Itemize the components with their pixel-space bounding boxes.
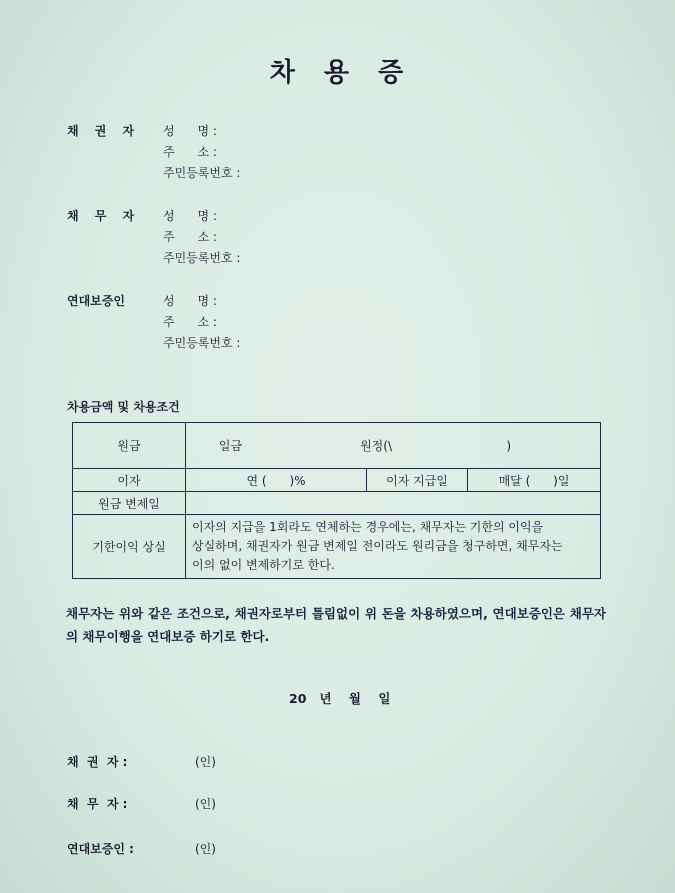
statement-paragraph: 채무자는 위와 같은 조건으로, 채권자로부터 틀림없이 위 돈을 차용하였으며, 연대보증인은 채무자의 채무이행을 연대보증 하기로 한다. — [66, 606, 606, 644]
principal-row — [73, 423, 601, 469]
debtor-address-label: 주 소 : — [163, 230, 217, 244]
signature-debtor-seal: (인) — [195, 797, 216, 811]
principal-cell — [186, 423, 601, 469]
acceleration-label: 기한이익 상실 — [73, 515, 186, 579]
principal-label: 원금 — [73, 423, 186, 469]
conditions-table — [72, 422, 601, 579]
guarantor-name-label: 성 명 : — [163, 294, 217, 308]
signature-debtor-role: 채 무 자 : — [67, 797, 128, 811]
creditor-address-label: 주 소 : — [163, 145, 217, 159]
acceleration-line-2: 상실하며, 채권자가 원금 변제일 전이라도 원리금을 청구하면, 채무자는 — [192, 539, 563, 553]
document-title: 차 용 증 — [269, 58, 414, 88]
conditions-heading: 차용금액 및 차용조건 — [67, 400, 180, 414]
acceleration-row — [73, 515, 601, 579]
creditor-name-label: 성 명 : — [163, 124, 217, 138]
debtor-rrn-label: 주민등록번호 : — [163, 251, 241, 265]
guarantor-address-label: 주 소 : — [163, 315, 217, 329]
interest-label: 이자 — [73, 469, 186, 492]
interest-rate: 연 ( )% — [186, 469, 367, 492]
creditor-rrn-label: 주민등록번호 : — [163, 166, 241, 180]
signature-creditor-seal: (인) — [195, 755, 216, 769]
principal-prefix: 일금 — [218, 439, 243, 453]
signature-guarantor-seal: (인) — [195, 842, 216, 856]
debtor-role: 채 무 자 — [67, 209, 141, 223]
guarantor-rrn-label: 주민등록번호 : — [163, 336, 241, 350]
date-line: 20 년 월 일 — [289, 691, 391, 706]
acceleration-line-3: 이의 없이 변제하기로 한다. — [192, 558, 335, 572]
principal-value: 원정(\ ) — [360, 439, 512, 453]
creditor-role: 채 권 자 — [67, 124, 141, 138]
repay-value — [186, 492, 601, 515]
interest-row — [73, 469, 601, 492]
guarantor-role: 연대보증인 — [67, 294, 125, 308]
acceleration-line-1: 이자의 지급을 1회라도 연체하는 경우에는, 채무자는 기한의 이익을 — [192, 520, 544, 534]
repay-row — [73, 492, 601, 515]
repay-label: 원금 변제일 — [73, 492, 186, 515]
interest-day-value: 매달 ( )일 — [468, 469, 601, 492]
signature-guarantor-role: 연대보증인 : — [67, 842, 134, 856]
debtor-name-label: 성 명 : — [163, 209, 217, 223]
signature-creditor-role: 채 권 자 : — [67, 755, 128, 769]
acceleration-text — [186, 515, 601, 579]
interest-day-label: 이자 지급일 — [367, 469, 468, 492]
